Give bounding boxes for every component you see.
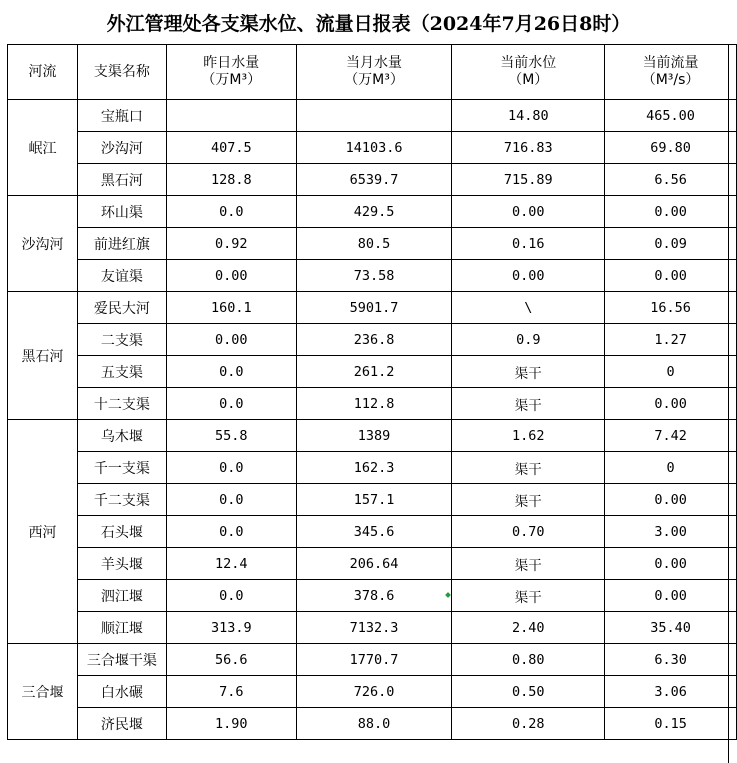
branch-name-cell[interactable]: 乌木堰 (77, 420, 166, 452)
yesterday-volume-cell[interactable]: 0.00 (166, 324, 296, 356)
river-cell[interactable]: 三合堰 (8, 644, 78, 740)
water-report-table (7, 44, 737, 740)
water-level-cell[interactable]: 2.40 (452, 612, 605, 644)
water-level-cell[interactable]: 渠干 (452, 484, 605, 516)
flow-rate-cell[interactable]: 0.15 (605, 708, 737, 740)
water-level-cell[interactable]: 0.16 (452, 228, 605, 260)
water-level-cell[interactable]: 渠干 (452, 356, 605, 388)
table-body (8, 100, 737, 740)
branch-name-cell[interactable]: 友谊渠 (77, 260, 166, 292)
water-level-cell[interactable]: 0.50 (452, 676, 605, 708)
table-row (8, 292, 737, 324)
yesterday-volume-cell[interactable]: 0.0 (166, 452, 296, 484)
table-row (8, 132, 737, 164)
yesterday-volume-cell[interactable]: 0.0 (166, 580, 296, 612)
yesterday-volume-cell[interactable]: 313.9 (166, 612, 296, 644)
yesterday-volume-cell[interactable]: 56.6 (166, 644, 296, 676)
month-volume-cell[interactable]: 14103.6 (296, 132, 452, 164)
table-row (8, 420, 737, 452)
branch-name-cell[interactable]: 三合堰干渠 (77, 644, 166, 676)
branch-name-cell[interactable]: 石头堰 (77, 516, 166, 548)
flow-rate-cell[interactable]: 3.00 (605, 516, 737, 548)
month-volume-cell[interactable]: 88.0 (296, 708, 452, 740)
flow-rate-cell[interactable]: 0.00 (605, 580, 737, 612)
flow-rate-cell[interactable]: 16.56 (605, 292, 737, 324)
month-volume-cell[interactable] (296, 100, 452, 132)
table-row (8, 356, 737, 388)
flow-rate-cell[interactable]: 0 (605, 356, 737, 388)
month-volume-cell[interactable]: 429.5 (296, 196, 452, 228)
branch-name-cell[interactable]: 五支渠 (77, 356, 166, 388)
water-level-cell[interactable]: 渠干 (452, 580, 605, 612)
river-cell[interactable]: 沙沟河 (8, 196, 78, 292)
river-cell[interactable]: 黑石河 (8, 292, 78, 420)
branch-name-cell[interactable]: 羊头堰 (77, 548, 166, 580)
flow-rate-cell[interactable]: 7.42 (605, 420, 737, 452)
yesterday-volume-cell[interactable]: 407.5 (166, 132, 296, 164)
table-row (8, 228, 737, 260)
header-flow-line2: （M³/s） (641, 72, 700, 88)
table-row (8, 484, 737, 516)
flow-rate-cell[interactable]: 0.00 (605, 388, 737, 420)
header-month-volume[interactable] (296, 45, 452, 100)
header-level-line2: （M） (508, 72, 549, 88)
branch-name-cell[interactable]: 前进红旗 (77, 228, 166, 260)
flow-rate-cell[interactable]: 35.40 (605, 612, 737, 644)
flow-rate-cell[interactable]: 0.00 (605, 548, 737, 580)
month-volume-cell[interactable]: 80.5 (296, 228, 452, 260)
yesterday-volume-cell[interactable]: 160.1 (166, 292, 296, 324)
yesterday-volume-cell[interactable] (166, 100, 296, 132)
flow-rate-cell[interactable]: 6.30 (605, 644, 737, 676)
branch-name-cell[interactable]: 沙沟河 (77, 132, 166, 164)
month-volume-cell[interactable]: 1770.7 (296, 644, 452, 676)
flow-rate-cell[interactable]: 6.56 (605, 164, 737, 196)
water-level-cell[interactable]: 渠干 (452, 388, 605, 420)
table-row (8, 260, 737, 292)
branch-name-cell[interactable]: 宝瓶口 (77, 100, 166, 132)
table-row (8, 708, 737, 740)
month-volume-cell[interactable]: 1389 (296, 420, 452, 452)
month-volume-cell[interactable]: 162.3 (296, 452, 452, 484)
water-level-cell[interactable]: 渠干 (452, 548, 605, 580)
flow-rate-cell[interactable]: 0.09 (605, 228, 737, 260)
yesterday-volume-cell[interactable]: 0.0 (166, 484, 296, 516)
month-volume-cell[interactable]: 378.6 (296, 580, 452, 612)
branch-name-cell[interactable]: 白水碾 (77, 676, 166, 708)
header-yesterday-volume[interactable] (166, 45, 296, 100)
table-row (8, 580, 737, 612)
water-level-cell[interactable]: 14.80 (452, 100, 605, 132)
yesterday-volume-cell[interactable]: 55.8 (166, 420, 296, 452)
water-level-cell[interactable]: 1.62 (452, 420, 605, 452)
yesterday-volume-cell[interactable]: 7.6 (166, 676, 296, 708)
branch-name-cell[interactable]: 十二支渠 (77, 388, 166, 420)
water-level-cell[interactable]: 0.80 (452, 644, 605, 676)
yesterday-volume-cell[interactable]: 0.0 (166, 516, 296, 548)
yesterday-volume-cell[interactable]: 1.90 (166, 708, 296, 740)
branch-name-cell[interactable]: 环山渠 (77, 196, 166, 228)
table-row (8, 196, 737, 228)
flow-rate-cell[interactable]: 0 (605, 452, 737, 484)
month-volume-cell[interactable]: 345.6 (296, 516, 452, 548)
river-cell[interactable]: 岷江 (8, 100, 78, 196)
flow-rate-cell[interactable]: 0.00 (605, 260, 737, 292)
branch-name-cell[interactable]: 泗江堰 (77, 580, 166, 612)
yesterday-volume-cell[interactable]: 0.0 (166, 388, 296, 420)
month-volume-cell[interactable]: 112.8 (296, 388, 452, 420)
flow-rate-cell[interactable]: 69.80 (605, 132, 737, 164)
table-row (8, 644, 737, 676)
yesterday-volume-cell[interactable]: 128.8 (166, 164, 296, 196)
header-water-level[interactable] (452, 45, 605, 100)
header-row (8, 45, 737, 100)
header-level-line1: 当前水位 (500, 55, 557, 71)
branch-name-cell[interactable]: 济民堰 (77, 708, 166, 740)
month-volume-cell[interactable]: 236.8 (296, 324, 452, 356)
month-volume-cell[interactable]: 726.0 (296, 676, 452, 708)
branch-name-cell[interactable]: 千一支渠 (77, 452, 166, 484)
report-title: 外江管理处各支渠水位、流量日报表（2024年7月26日8时） (106, 12, 631, 35)
header-branch[interactable]: 支渠名称 (77, 45, 166, 100)
water-level-cell[interactable]: 0.00 (452, 196, 605, 228)
branch-name-cell[interactable]: 千二支渠 (77, 484, 166, 516)
flow-rate-cell[interactable]: 0.00 (605, 196, 737, 228)
table-row (8, 676, 737, 708)
month-volume-cell[interactable]: 5901.7 (296, 292, 452, 324)
branch-name-cell[interactable]: 爱民大河 (77, 292, 166, 324)
month-volume-cell[interactable]: 6539.7 (296, 164, 452, 196)
header-flow-rate[interactable] (605, 45, 737, 100)
table-row (8, 388, 737, 420)
water-level-cell[interactable]: 715.89 (452, 164, 605, 196)
water-level-cell[interactable]: \ (452, 292, 605, 324)
yesterday-volume-cell[interactable]: 0.0 (166, 196, 296, 228)
table-row (8, 516, 737, 548)
header-yesterday-line1: 昨日水量 (203, 55, 260, 71)
river-cell[interactable]: 西河 (8, 420, 78, 644)
header-flow-line1: 当前流量 (642, 55, 699, 71)
water-level-cell[interactable]: 0.28 (452, 708, 605, 740)
yesterday-volume-cell[interactable]: 12.4 (166, 548, 296, 580)
water-level-cell[interactable]: 0.9 (452, 324, 605, 356)
header-month-line2: （万M³） (344, 72, 404, 88)
month-volume-cell[interactable]: 73.58 (296, 260, 452, 292)
water-level-cell[interactable]: 渠干 (452, 452, 605, 484)
month-volume-cell[interactable]: 157.1 (296, 484, 452, 516)
water-level-cell[interactable]: 0.70 (452, 516, 605, 548)
flow-rate-cell[interactable]: 3.06 (605, 676, 737, 708)
flow-rate-cell[interactable]: 0.00 (605, 484, 737, 516)
sheet-right-border (728, 44, 729, 763)
branch-name-cell[interactable]: 二支渠 (77, 324, 166, 356)
table-row (8, 100, 737, 132)
branch-name-cell[interactable]: 黑石河 (77, 164, 166, 196)
table-row (8, 548, 737, 580)
yesterday-volume-cell[interactable]: 0.0 (166, 356, 296, 388)
yesterday-volume-cell[interactable]: 0.92 (166, 228, 296, 260)
month-volume-cell[interactable]: 206.64 (296, 548, 452, 580)
header-month-line1: 当月水量 (346, 55, 403, 71)
flow-rate-cell[interactable]: 1.27 (605, 324, 737, 356)
header-river[interactable]: 河流 (8, 45, 78, 100)
water-level-cell[interactable]: 0.00 (452, 260, 605, 292)
header-yesterday-line2: （万M³） (201, 72, 262, 88)
branch-name-cell[interactable]: 顺江堰 (77, 612, 166, 644)
table-row (8, 324, 737, 356)
table-row (8, 452, 737, 484)
water-level-cell[interactable]: 716.83 (452, 132, 605, 164)
month-volume-cell[interactable]: 7132.3 (296, 612, 452, 644)
table-row (8, 612, 737, 644)
table-row (8, 164, 737, 196)
yesterday-volume-cell[interactable]: 0.00 (166, 260, 296, 292)
month-volume-cell[interactable]: 261.2 (296, 356, 452, 388)
flow-rate-cell[interactable]: 465.00 (605, 100, 737, 132)
